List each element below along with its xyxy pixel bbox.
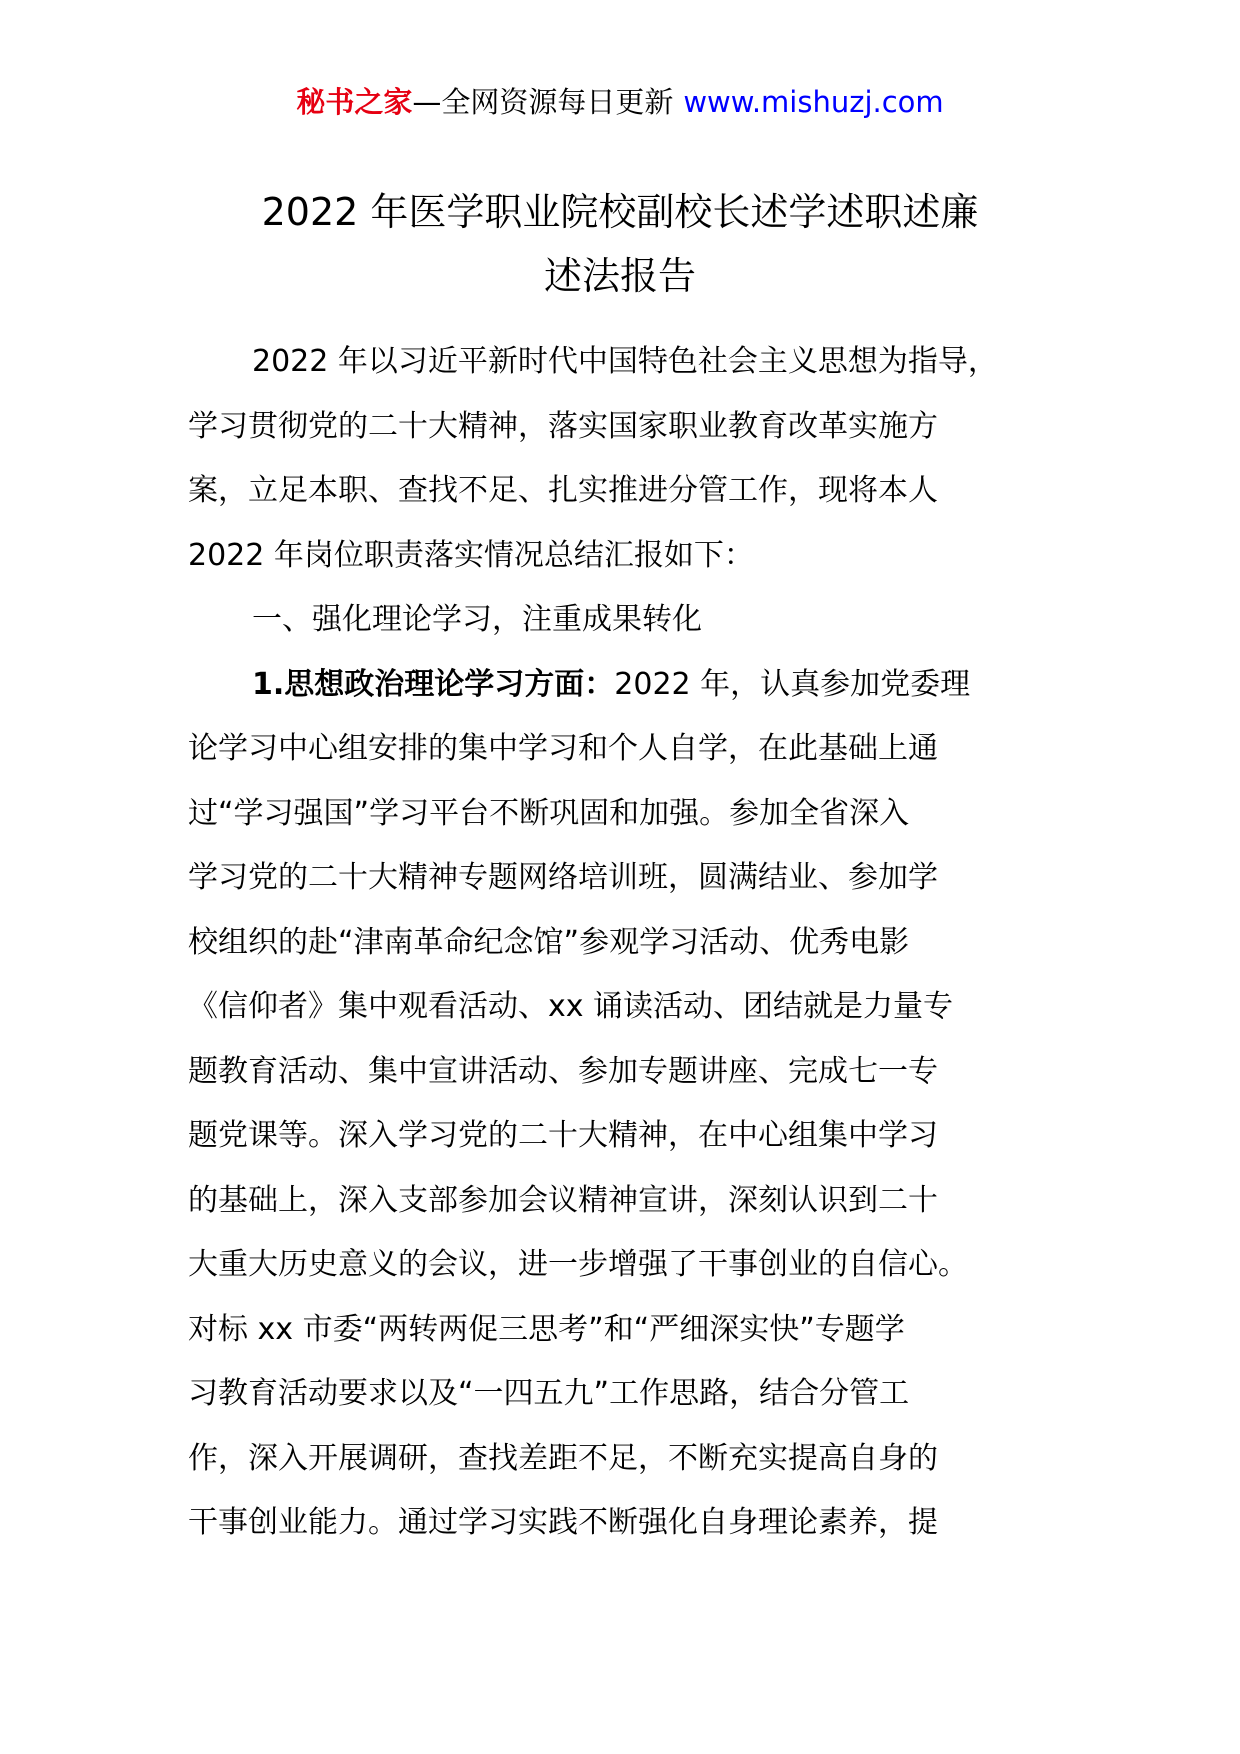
header-tagline: —全网资源每日更新	[412, 85, 674, 119]
paragraph-line: 对标 xx 市委“两转两促三思考”和“严细深实快”专题学	[188, 1311, 905, 1347]
site-url-link[interactable]: www.mishuzj.com	[683, 85, 944, 119]
title-line-1: 2022 年医学职业院校副校长述学述职述廉	[261, 190, 979, 234]
paragraph-line: 题教育活动、集中宣讲活动、参加专题讲座、完成七一专	[188, 1053, 938, 1089]
paragraph-line: 的基础上，深入支部参加会议精神宣讲，深刻认识到二十	[188, 1182, 938, 1218]
intro-line-3: 案，立足本职、查找不足、扎实推进分管工作，现将本人	[188, 473, 938, 508]
intro-line-2: 学习贯彻党的二十大精神，落实国家职业教育改革实施方	[188, 408, 938, 444]
paragraph-line: 题党课等。深入学习党的二十大精神，在中心组集中学习	[188, 1118, 938, 1153]
document-body	[188, 330, 1088, 1556]
subsection-1-heading: 1.思想政治理论学习方面：	[252, 666, 615, 702]
document-title	[160, 180, 1080, 308]
paragraph-line: 《信仰者》集中观看活动、xx 诵读活动、团结就是力量专	[188, 989, 954, 1024]
subsection-1-lead: 2022 年，认真参加党委理	[614, 666, 971, 702]
paragraph-line: 习教育活动要求以及“一四五九”工作思路，结合分管工	[188, 1376, 910, 1411]
paragraph-line: 校组织的赴“津南革命纪念馆”参观学习活动、优秀电影	[188, 924, 910, 960]
paragraph-line: 干事创业能力。通过学习实践不断强化自身理论素养，提	[188, 1505, 938, 1540]
intro-line-1: 2022 年以习近平新时代中国特色社会主义思想为指导，	[252, 344, 998, 379]
title-line-2: 述法报告	[543, 254, 696, 298]
paragraph-line: 大重大历史意义的会议，进一步增强了干事创业的自信心。	[188, 1247, 968, 1282]
paragraph-line: 作，深入开展调研，查找差距不足，不断充实提高自身的	[188, 1440, 938, 1476]
paragraph-line: 论学习中心组安排的集中学习和个人自学，在此基础上通	[188, 731, 938, 766]
site-header	[0, 82, 1240, 122]
intro-line-4: 2022 年岗位职责落实情况总结汇报如下：	[188, 537, 754, 573]
brand-name: 秘书之家	[296, 85, 413, 119]
paragraph-line: 过“学习强国”学习平台不断巩固和加强。参加全省深入	[188, 795, 910, 831]
subsection-1-first-line	[188, 653, 1088, 718]
paragraph-line: 学习党的二十大精神专题网络培训班，圆满结业、参加学	[188, 860, 938, 895]
section-heading-1: 一、强化理论学习，注重成果转化	[252, 602, 702, 637]
